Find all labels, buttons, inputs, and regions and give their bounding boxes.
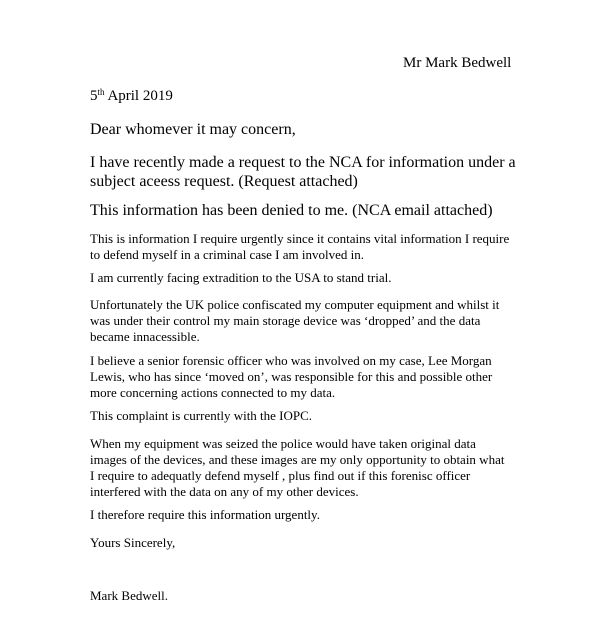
- date-suffix: th: [97, 87, 105, 97]
- paragraph-denied: This information has been denied to me. (NCA email attached): [90, 202, 493, 219]
- paragraph-complaint: This complaint is currently with the IOPC.: [90, 408, 313, 423]
- signature: Mark Bedwell.: [90, 588, 168, 603]
- paragraph-urgent: This is information I require urgently since it contains vital information I require to defend myself in a criminal case I am involved in.: [90, 231, 510, 262]
- paragraph-seized: When my equipment was seized the police would have taken original data images of the devices, and these images are my only opportunity to obtain what I require to adequatly defend myself , plus find out if this forenisc officer interfered with the data on any of my other devices.: [90, 436, 505, 499]
- sender-name: Mr Mark Bedwell: [403, 55, 512, 71]
- paragraph-request: I have recently made a request to the NCA for information under a subject aceess request. (Request attached): [90, 154, 516, 190]
- salutation: Dear whomever it may concern,: [90, 121, 296, 138]
- paragraph-officer: I believe a senior forensic officer who was involved on my case, Lee Morgan Lewis, who has since ‘moved on’, was responsible for this and possible other more concerning actions connected to my data.: [90, 353, 493, 400]
- letter-date: [90, 88, 173, 105]
- date-rest: April 2019: [104, 88, 173, 104]
- closing: Yours Sincerely,: [90, 535, 176, 550]
- paragraph-therefore: I therefore require this information urgently.: [90, 507, 320, 522]
- date-day: 5: [90, 88, 98, 104]
- paragraph-extradition: I am currently facing extradition to the USA to stand trial.: [90, 270, 392, 285]
- paragraph-confiscated: Unfortunately the UK police confiscated my computer equipment and whilst it was under their control my main storage device was ‘dropped’ and the data became innacessible.: [90, 297, 500, 344]
